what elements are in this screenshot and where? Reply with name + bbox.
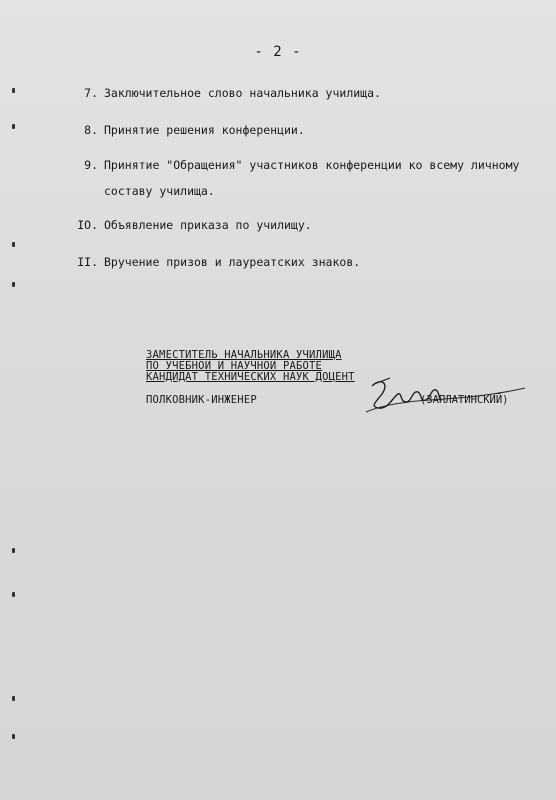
binding-mark	[12, 592, 15, 597]
signature-title-line: ЗАМЕСТИТЕЛЬ НАЧАЛЬНИКА УЧИЛИЩА	[146, 349, 342, 361]
item-text-continuation: составу училища.	[104, 184, 215, 198]
signature-title-line: КАНДИДАТ ТЕХНИЧЕСКИХ НАУК ДОЦЕНТ	[146, 371, 355, 383]
item-text: Вручение призов и лауреатских знаков.	[104, 255, 361, 269]
item-text: Объявление приказа по училищу.	[104, 218, 312, 232]
item-number: II.	[77, 255, 98, 269]
binding-mark	[12, 88, 15, 93]
binding-mark	[12, 242, 15, 247]
item-text: Принятие "Обращения" участников конференции ко всему личному	[104, 158, 520, 172]
signature-title-line: ПО УЧЕБНОЙ И НАУЧНОЙ РАБОТЕ	[146, 360, 323, 372]
signature-block	[146, 350, 355, 406]
item-number: 7.	[84, 86, 98, 100]
binding-mark	[12, 548, 15, 553]
signatory-name: (ЗАПЛАТИНСКИЙ)	[420, 394, 509, 406]
signature-title-line: ПОЛКОВНИК-ИНЖЕНЕР	[146, 394, 257, 406]
item-number: 9.	[84, 158, 98, 172]
item-text: Принятие решения конференции.	[104, 123, 305, 137]
page-number: - 2 -	[254, 44, 302, 60]
item-number: IO.	[77, 218, 98, 232]
binding-mark	[12, 124, 15, 129]
binding-mark	[12, 734, 15, 739]
item-number: 8.	[84, 123, 98, 137]
item-text: Заключительное слово начальника училища.	[104, 86, 381, 100]
binding-mark	[12, 696, 15, 701]
binding-mark	[12, 282, 15, 287]
